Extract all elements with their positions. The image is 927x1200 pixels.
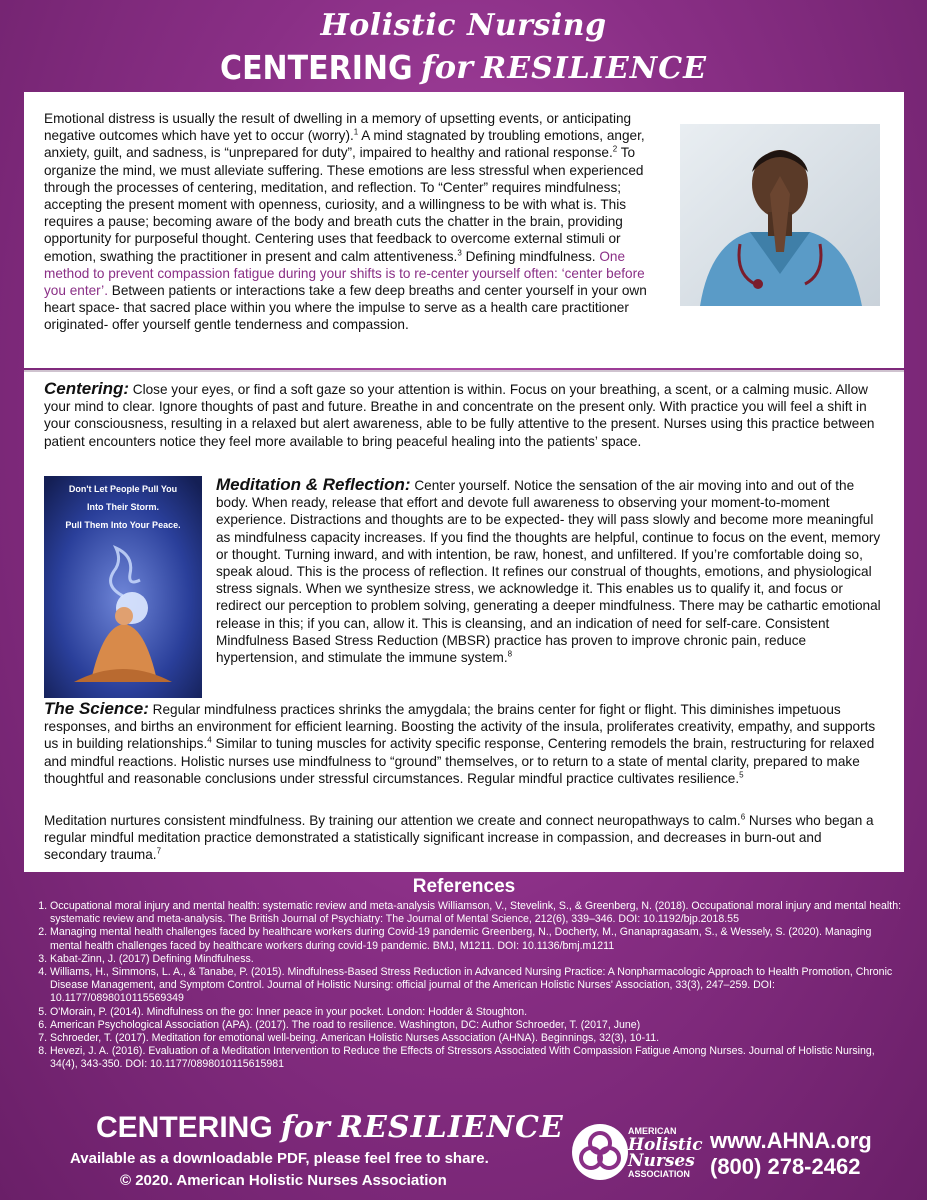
logo-nurses: Nurses <box>628 1151 695 1171</box>
logo-holistic: Holistic <box>628 1135 703 1155</box>
meditation-text: Center yourself. Notice the sensation of the air moving into and out of the body. When ready, release that effort and devote full awareness to observing your moment-to-moment experience. Distractions and thoughts are to be expected- they will pass slowly and become more meaningful as mindfulness capacity increases. If you find the thoughts are helpful, continue to focus on the event, memory or thought. Turning inward, and with intention, be raw, honest, and unfiltered. If you’re comfortable doing so, speak aloud. This is the process of reflection. It refines our construal of thoughts, emotions, and physiological stress signals. When we synthesize stress, we acknowledge it. This enables us to qualify it, and focus or redirect our perception to problem solving, generating a deeper mindfulness. There may be cathartic emotional release in this; if you can, allow it. This is cleansing, and an indication of need for self-care. Consistent Mindfulness Based Stress Reduction (MBSR) practice has proven to improve chronic pain, reduce hypertension, and stimulate the immune system. <box>216 478 881 666</box>
practice-panel <box>24 370 904 872</box>
science-paragraph <box>44 700 884 787</box>
nurse-praying-photo <box>680 124 880 306</box>
footer-title <box>96 1110 564 1145</box>
ahna-logo-text <box>628 1126 703 1180</box>
centering-heading: Centering: <box>44 379 129 398</box>
logo-association: ASSOCIATION <box>628 1169 690 1179</box>
page-footer <box>0 1104 927 1200</box>
intro-text-4: Defining mindfulness. <box>461 248 600 264</box>
intro-text-5: Between patients or interactions take a few deep breaths and center yourself in your own heart space- that sacred place within you where the impulse to serve as a health care practitioner originated- offer yourself gentle tenderness and compassion. <box>44 283 647 333</box>
poster-line-1: Don't Let People Pull You <box>68 484 178 494</box>
citation-7: 7 <box>156 846 162 856</box>
intro-text-3: To organize the mind, we must alleviate suffering. These emotions are less stressful when experienced through the processes of centering, meditation, and reflection. To “Center” requires mindfulness; accepting the present moment with openness, curiosity, and a willingness to be with what is. This requires a pause; becoming aware of the body and breath cuts the chatter in the brain, providing opportunity for purposeful thought. Centering uses that feedback to overcome external stimuli or emotion, swathing the practitioner in present and calm attentiveness. <box>44 145 644 264</box>
citation-1: 1 <box>353 127 359 137</box>
references-title: References <box>412 876 516 897</box>
reference-item: 2. Managing mental health challenges faced by healthcare workers during Covid-19 pandemic Greenberg, N., Docherty, M., Gnanapragasam, S., & Wessely, S. (2020). Managing mental health challenges faced by healthcare workers during covid-19 pandemic. BMJ, M1211. DOI: 10.1136/bmj.m1211 <box>50 926 904 952</box>
logo-american: AMERICAN <box>628 1126 677 1136</box>
intro-paragraph <box>44 110 884 334</box>
reference-item: 5. O'Morain, P. (2014). Mindfulness on the go: Inner peace in your pocket. London: Hodder & Stoughton. <box>50 1006 904 1019</box>
meditation-poster-image <box>44 476 202 698</box>
header-centering-word: CENTERING <box>220 49 413 88</box>
intro-highlight-text: One method to prevent compassion fatigue during your shifts is to re-center yourself often: ‘center before you enter’. <box>44 248 645 299</box>
footer-resilience-word: RESILIENCE <box>338 1110 564 1145</box>
science-heading: The Science: <box>44 699 149 718</box>
citation-8: 8 <box>507 649 513 659</box>
meditation-heading: Meditation & Reflection: <box>216 475 411 494</box>
meditation-paragraph <box>44 476 884 702</box>
citation-5: 5 <box>739 770 744 780</box>
page-header <box>0 0 927 92</box>
closing-paragraph <box>44 812 884 864</box>
phone-number: (800) 278-2462 <box>710 1154 861 1179</box>
closing-text-1: Meditation nurtures consistent mindfulness. By training our attention we create and connect neuropathways to calm. <box>44 813 741 828</box>
ahna-logo-icon <box>570 1122 630 1182</box>
citation-2: 2 <box>612 144 618 154</box>
reference-item: 8. Hevezi, J. A. (2016). Evaluation of a Meditation Intervention to Reduce the Effects of Stressors Associated With Compassion Fatigue Among Nurses. Journal of Holistic Nursing, 34(4), 343-350. DOI: 10.1177/0898010115615981 <box>50 1045 904 1071</box>
citation-3: 3 <box>457 248 462 258</box>
reference-item: 3. Kabat-Zinn, J. (2017) Defining Mindfulness. <box>50 953 904 966</box>
poster-line-3: Pull Them Into Your Peace. <box>65 520 181 530</box>
reference-item: 6. American Psychological Association (APA). (2017). The road to resilience. Washington, DC: Author Schroeder, T. (2017, June) <box>50 1019 904 1032</box>
intro-text-1: Emotional distress is usually the result of dwelling in a memory of upsetting events, or anticipating negative outcomes which have yet to occur (worry). <box>44 111 632 144</box>
header-title-centering <box>0 48 927 86</box>
footer-share-note: Available as a downloadable PDF, please feel free to share. <box>70 1150 489 1167</box>
reference-item: 1. Occupational moral injury and mental health: systematic review and meta-analysis Williamson, V., Stevelink, S., & Greenberg, N. (2018). Occupational moral injury and mental health: systematic review and meta-analysis. The British Journal of Psychiatry: The Journal of Mental Science, 212(6), 339–346. DOI: 10.1192/bjp.2018.55 <box>50 900 904 926</box>
centering-paragraph <box>44 380 884 450</box>
header-for-word: for <box>420 48 473 86</box>
references-section <box>24 872 904 1072</box>
footer-centering-word: CENTERING <box>96 1111 273 1144</box>
citation-6: 6 <box>740 812 746 822</box>
poster-line-2: Into Their Storm. <box>87 502 159 512</box>
science-text-2: Similar to tuning muscles for activity specific response, Centering remodels the brain, restructuring for relaxed and mindful reactions. Holistic nurses use mindfulness to “ground” themselves, or to return to a state of mental clarity, prepared to make thoughtful and reasonable conclusions under stressful circumstances. Regular mindful practice cultivates resilience. <box>44 736 875 786</box>
header-title-holistic-nursing: Holistic Nursing <box>320 8 607 43</box>
reference-item: 4. Williams, H., Simmons, L. A., & Tanabe, P. (2015). Mindfulness-Based Stress Reduction in Advanced Nursing Practice: A Nonpharmacologic Approach to Health Promotion, Chronic Disease Management, and Symptom Control. Journal of Holistic Nursing: official journal of the American Holistic Nurses' Association, 33(3), 247–259. DOI: 10.1177/0898010115569349 <box>50 966 904 1006</box>
footer-for-word: for <box>281 1110 330 1145</box>
intro-text-2: A mind stagnated by troubling emotions, anger, anxiety, guilt, and sadness, is “unprepared for duty”, impaired to healthy and rational response. <box>44 128 645 161</box>
science-text-1: Regular mindfulness practices shrinks the amygdala; the brains center for fight or flight. This diminishes impetuous responses, and births an environment for efficient learning. Boosting the activity of the insula, proliferates creativity, empathy, and supports us in building relationships. <box>44 702 876 752</box>
references-list <box>24 900 904 1072</box>
centering-text: Close your eyes, or find a soft gaze so your attention is within. Focus on your breathing, a scent, or a calming music. Allow your mind to clear. Ignore thoughts of past and future. Breathe in and concentrate on the present only. With practice you will feel a shift in your consciousness, resulting in a relaxed but alert awareness, able to be fully attentive to the present. Nurses using this practice between patient encounters notice they feel more available to bring peaceful healing into the patients’ space. <box>44 382 875 449</box>
intro-panel <box>24 92 904 368</box>
reference-item: 7. Schroeder, T. (2017). Meditation for emotional well-being. American Holistic Nurses Association (AHNA). Beginnings, 32(3), 10-11. <box>50 1032 904 1045</box>
website-link[interactable]: www.AHNA.org <box>710 1128 872 1153</box>
footer-copyright: © 2020. American Holistic Nurses Association <box>120 1172 447 1189</box>
closing-text-2: Nurses who began a regular mindful meditation practice demonstrated a statistically significant increase in compassion, and decreases in burn-out and secondary trauma. <box>44 813 874 863</box>
header-resilience-word: RESILIENCE <box>481 51 707 86</box>
citation-4: 4 <box>207 735 212 745</box>
